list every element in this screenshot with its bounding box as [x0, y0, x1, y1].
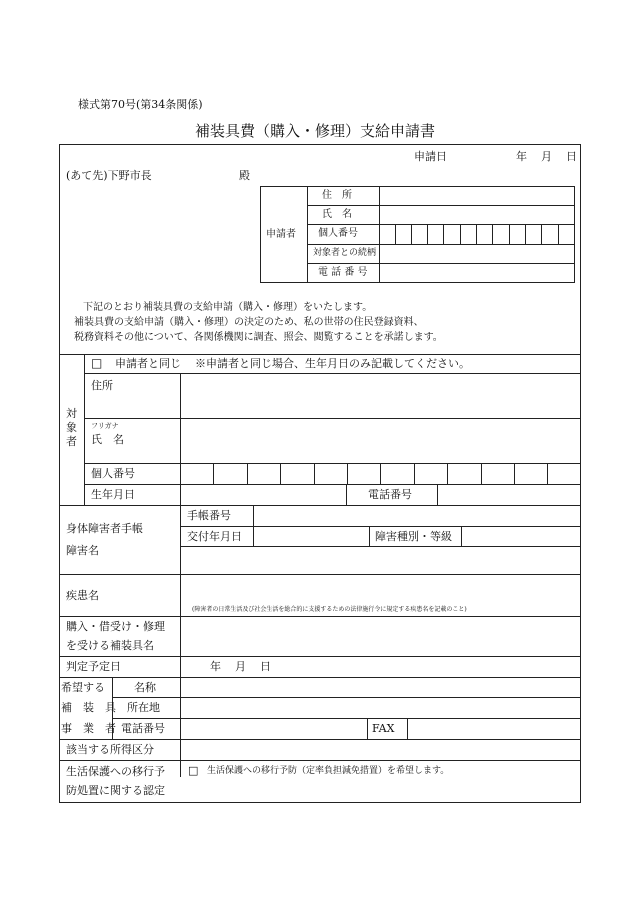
declaration-line-3: 税務資料その他について、各関係機関に調査、照会、閲覧することを承諾します。 [74, 332, 443, 343]
subject-side-label-1: 対 [66, 407, 77, 420]
subject-side-label-3: 者 [66, 435, 77, 448]
subject-personal-number-label: 個人番号 [91, 467, 135, 480]
vendor-label-line-3: 事 業 者 [61, 722, 116, 735]
welfare-label-line-1: 生活保護への移行予 [66, 765, 165, 778]
disability-notebook-label: 身体障害者手帳 [66, 522, 143, 535]
addressee: (あて先)下野市長 [66, 169, 152, 182]
disability-type-grade-label: 障害種別・等級 [375, 530, 452, 543]
subject-address-label: 住所 [91, 379, 113, 392]
subject-personal-number-grid[interactable] [180, 463, 581, 484]
declaration-line-2: 補装具費の支給申請（購入・修理）の決定のため、私の世帯の住民登録資料、 [74, 317, 424, 328]
subject-phone-field[interactable] [438, 485, 580, 504]
applicant-personal-number-grid[interactable] [379, 224, 575, 244]
subject-side-label-2: 象 [66, 421, 77, 434]
disability-type-grade-field[interactable] [462, 527, 580, 545]
applicant-address-field[interactable] [380, 187, 574, 204]
disability-name-label: 障害名 [66, 544, 99, 557]
applicant-phone-field[interactable] [380, 264, 574, 282]
device-label-line-1: 購入・借受け・修理 [66, 620, 165, 633]
applicant-relationship-field[interactable] [380, 245, 574, 262]
applicant-address-label: 住 所 [322, 190, 352, 201]
vendor-location-field[interactable] [181, 698, 580, 717]
device-label-line-2: を受ける補装具名 [66, 639, 154, 652]
issue-date-label: 交付年月日 [187, 530, 242, 543]
income-category-field[interactable] [181, 740, 580, 759]
scheduled-date-label: 判定予定日 [66, 660, 121, 673]
disease-label: 疾患名 [66, 589, 99, 602]
vendor-label-line-1: 希望する [61, 681, 105, 694]
notebook-number-label: 手帳番号 [187, 509, 231, 522]
issue-date-field[interactable] [254, 527, 368, 545]
vendor-phone-label: 電話番号 [121, 722, 165, 735]
subject-phone-label: 電話番号 [368, 488, 412, 501]
vendor-name-field[interactable] [181, 678, 580, 696]
applicant-label: 申請者 [266, 229, 296, 240]
vendor-location-label: 所在地 [127, 701, 160, 714]
application-month-label: 月 [541, 150, 552, 163]
application-date-label: 申請日 [414, 150, 447, 163]
same-as-applicant-checkbox[interactable]: □ [91, 356, 103, 370]
same-as-applicant-label: 申請者と同じ [115, 357, 181, 370]
income-category-label: 該当する所得区分 [66, 743, 154, 756]
subject-name-field[interactable] [181, 419, 580, 462]
same-as-applicant-note: ※申請者と同じ場合、生年月日のみ記載してください。 [195, 357, 470, 370]
disease-note: (障害者の日常生活及び社会生活を総合的に支援するための法律施行令に規定する疾患名を記載のこと) [192, 606, 467, 613]
disease-field[interactable] [181, 575, 580, 605]
welfare-statement: 生活保護への移行予防（定率負担減免措置）を希望します。 [207, 766, 450, 776]
honorific: 殿 [239, 169, 250, 182]
notebook-number-field[interactable] [254, 506, 580, 525]
vendor-label-line-2: 補 装 具 [61, 701, 116, 714]
scheduled-month-label: 月 [235, 660, 246, 673]
declaration-line-1: 下記のとおり補装具費の支給申請（購入・修理）をいたします。 [83, 302, 373, 313]
subject-address-field[interactable] [181, 374, 580, 417]
scheduled-day-label: 日 [260, 660, 271, 673]
vendor-fax-label: FAX [372, 722, 395, 735]
applicant-personal-number-label: 個人番号 [318, 228, 358, 239]
application-year-label: 年 [516, 150, 527, 163]
vendor-fax-field[interactable] [408, 719, 580, 738]
applicant-name-field[interactable] [380, 206, 574, 223]
subject-name-label: 氏 名 [91, 433, 124, 446]
welfare-checkbox[interactable]: □ [188, 764, 199, 777]
subject-furigana-label: フリガナ [91, 422, 119, 430]
application-day-label: 日 [566, 150, 577, 163]
scheduled-year-label: 年 [210, 660, 221, 673]
applicant-name-label: 氏 名 [322, 209, 352, 220]
disability-name-field[interactable] [181, 547, 580, 573]
device-name-field[interactable] [181, 617, 580, 655]
form-number: 様式第70号(第34条関係) [78, 98, 203, 111]
subject-birthdate-label: 生年月日 [91, 488, 135, 501]
vendor-phone-field[interactable] [181, 719, 366, 738]
applicant-relationship-label: 対象者との続柄 [313, 248, 377, 258]
applicant-phone-label: 電 話 番 号 [318, 267, 368, 278]
vendor-name-label: 名称 [134, 681, 156, 694]
subject-birthdate-field[interactable] [181, 485, 345, 504]
page-title: 補装具費（購入・修理）支給申請書 [194, 122, 435, 140]
welfare-label-line-2: 防処置に関する認定 [66, 784, 165, 797]
